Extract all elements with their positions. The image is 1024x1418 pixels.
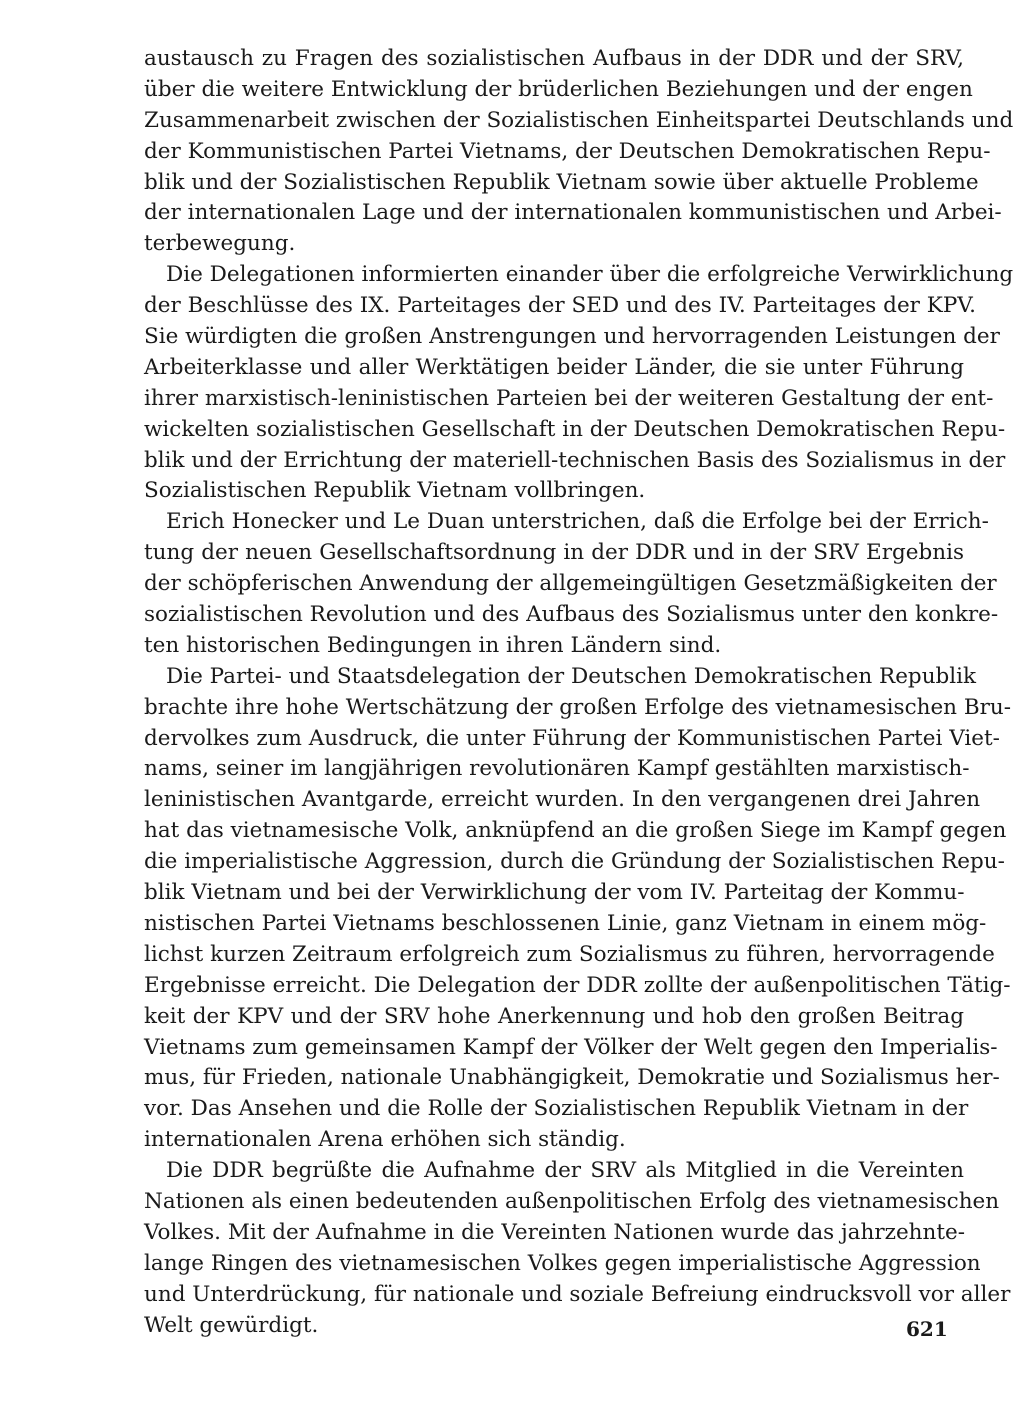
paragraph-2 <box>144 260 1014 507</box>
text-line: Die DDR begrüßte die Aufnahme der SRV als Mitglied in die Vereinten <box>166 1158 964 1184</box>
text-line: die imperialistische Aggression, durch die Gründung der Sozialistischen Repu- <box>144 849 1005 875</box>
text-line: nams, seiner im langjährigen revolutionären Kampf gestählten marxistisch- <box>144 756 970 782</box>
text-line: der internationalen Lage und der internationalen kommunistischen und Arbei- <box>144 200 1002 226</box>
text-line: blik und der Errichtung der materiell-technischen Basis des Sozialismus in der <box>144 447 1006 473</box>
text-line: sozialistischen Revolution und des Aufbaus des Sozialismus unter den konkre- <box>144 602 999 628</box>
text-line: austausch zu Fragen des sozialistischen Aufbaus in der DDR und der SRV, <box>144 46 964 71</box>
page-number: 621 <box>906 1317 948 1341</box>
text-line: Die Partei- und Staatsdelegation der Deutschen Demokratischen Republik <box>166 663 977 689</box>
text-line: Die Delegationen informierten einander über die erfolgreiche Verwirklichung <box>166 262 1014 288</box>
text-line: der schöpferischen Anwendung der allgemeingültigen Gesetzmäßigkeiten der <box>144 571 997 597</box>
text-line: Vietnams zum gemeinsamen Kampf der Völker der Welt gegen den Imperialis- <box>144 1034 998 1060</box>
text-line: Zusammenarbeit zwischen der Sozialistischen Einheitspartei Deutschlands und <box>144 107 1014 133</box>
text-line: Sie würdigten die großen Anstrengungen und hervorragenden Leistungen der <box>144 324 1000 350</box>
page-body <box>144 44 1014 1341</box>
paragraph-3 <box>144 507 999 661</box>
text-line: Volkes. Mit der Aufnahme in die Vereinten Nationen wurde das jahrzehnte- <box>144 1219 965 1245</box>
paragraph-4 <box>144 662 1012 1156</box>
text-line: brachte ihre hohe Wertschätzung der großen Erfolge des vietnamesischen Bru- <box>144 694 1012 720</box>
text-line: blik Vietnam und bei der Verwirklichung der vom IV. Parteitag der Kommu- <box>144 880 965 906</box>
text-line: ihrer marxistisch-leninistischen Parteien bei der weiteren Gestaltung der ent- <box>144 385 994 411</box>
text-line: terbewegung. <box>144 231 296 257</box>
text-line: mus, für Frieden, nationale Unabhängigkeit, Demokratie und Sozialismus her- <box>144 1065 1000 1091</box>
text-line: blik und der Sozialistischen Republik Vietnam sowie über aktuelle Probleme <box>144 169 979 195</box>
text-line: Nationen als einen bedeutenden außenpolitischen Erfolg des vietnamesischen <box>144 1188 1000 1214</box>
text-line: vor. Das Ansehen und die Rolle der Sozialistischen Republik Vietnam in der <box>144 1096 969 1122</box>
text-line: lichst kurzen Zeitraum erfolgreich zum Sozialismus zu führen, hervorragende <box>144 941 995 967</box>
text-line: hat das vietnamesische Volk, anknüpfend an die großen Siege im Kampf gegen <box>144 818 1007 844</box>
text-line: der Kommunistischen Partei Vietnams, der Deutschen Demokratischen Repu- <box>144 138 991 164</box>
text-line: internationalen Arena erhöhen sich ständig. <box>144 1127 626 1153</box>
paragraph-1 <box>144 44 1014 260</box>
text-line: über die weitere Entwicklung der brüderlichen Beziehungen und der engen <box>144 76 973 102</box>
text-line: leninistischen Avantgarde, erreicht wurden. In den vergangenen drei Jahren <box>144 787 981 813</box>
text-line: der Beschlüsse des IX. Parteitages der SED und des IV. Parteitages der KPV. <box>144 293 976 319</box>
text-line: ten historischen Bedingungen in ihren Ländern sind. <box>144 632 722 658</box>
paragraph-5 <box>144 1156 1011 1341</box>
text-line: Sozialistischen Republik Vietnam vollbringen. <box>144 478 646 504</box>
text-line: Ergebnisse erreicht. Die Delegation der DDR zollte der außenpolitischen Tätig- <box>144 972 1011 998</box>
text-line: Arbeiterklasse und aller Werktätigen beider Länder, die sie unter Führung <box>144 354 964 380</box>
text-line: lange Ringen des vietnamesischen Volkes gegen imperialistische Aggression <box>144 1250 981 1276</box>
text-line: und Unterdrückung, für nationale und soziale Befreiung eindrucksvoll vor aller <box>144 1281 1011 1307</box>
text-line: Erich Honecker und Le Duan unterstrichen, daß die Erfolge bei der Errich- <box>166 509 989 535</box>
text-line: keit der KPV und der SRV hohe Anerkennung und hob den großen Beitrag <box>144 1003 964 1029</box>
text-line: nistischen Partei Vietnams beschlossenen Linie, ganz Vietnam in einem mög- <box>144 910 987 936</box>
text-line: tung der neuen Gesellschaftsordnung in der DDR und in der SRV Ergebnis <box>144 540 964 566</box>
text-line: wickelten sozialistischen Gesellschaft in der Deutschen Demokratischen Repu- <box>144 416 1006 442</box>
text-line: dervolkes zum Ausdruck, die unter Führung der Kommunistischen Partei Viet- <box>144 725 1000 751</box>
text-line: Welt gewürdigt. <box>144 1312 319 1338</box>
